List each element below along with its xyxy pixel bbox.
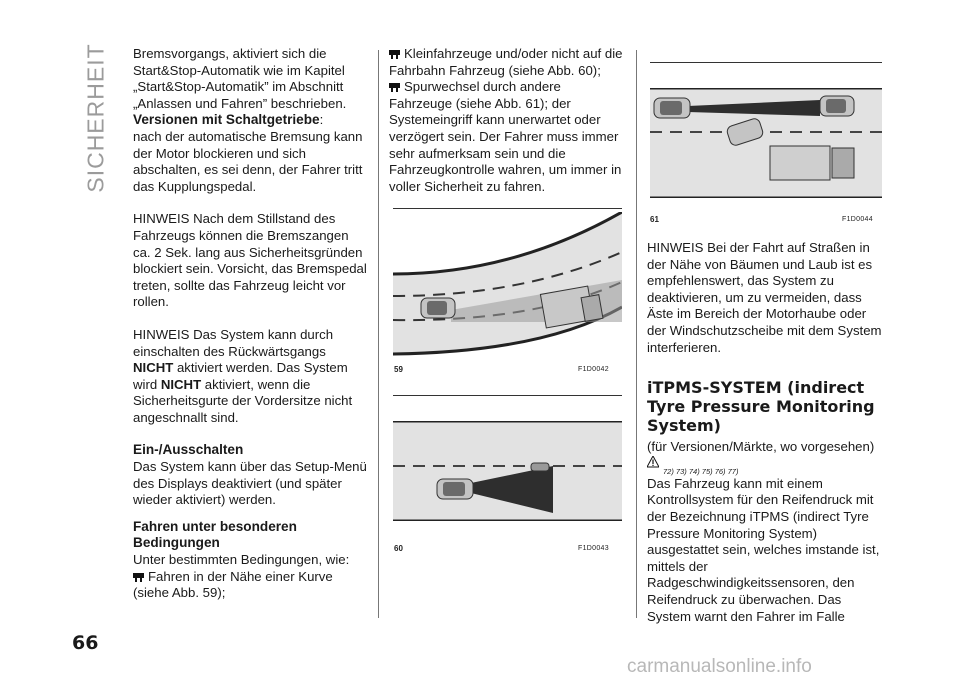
figure-59-curve-illustration [393, 212, 622, 360]
note-paragraph: HINWEIS Bei der Fahrt auf Straßen in der Nähe von Bäumen und Laub ist es empfehlenswert, das System zu deaktivieren, um zu vermeiden, dass Äste im Bereich der Motorhaube oder der Windschutzscheibe mit dem System interferieren. [647, 240, 882, 355]
paragraph: nach der automatische Bremsung kann der Motor blockieren und sich abschalten, es sei denn, der Fahrer tritt das Kupplungspedal. [133, 128, 363, 194]
bullet-icon [389, 50, 400, 59]
heading-special-conditions: Fahren unter besonderen Bedingungen [133, 518, 297, 551]
column-left [133, 46, 369, 602]
figure-code: F1D0044 [842, 216, 873, 223]
figure-61-lane-change-illustration [650, 88, 882, 198]
column-divider [636, 50, 637, 618]
figure-number: 59 [394, 365, 403, 374]
manual-gearbox-paragraph: Versionen mit Schaltgetriebe: [133, 112, 324, 128]
figure-rule [393, 395, 622, 396]
car-icon [654, 98, 690, 118]
warning-references [647, 456, 883, 476]
note-paragraph: HINWEIS Nach dem Stillstand des Fahrzeugs können die Bremszangen ca. 2 Sek. lang aus Sicherheitsgründen blockiert sein. Vorsicht, das Bremspedal treten, sollte das Fahrzeug leicht vor rollen. [133, 211, 367, 310]
figure-code: F1D0042 [578, 366, 609, 373]
paragraph: Bremsvorgangs, aktiviert sich die Start&Stop-Automatik wie im Kapitel „Start&Stop-Automatik” im Abschnitt „Anlassen und Fahren” beschrieben. [133, 46, 347, 111]
warning-icon [647, 456, 659, 468]
column-middle [389, 46, 625, 195]
bullet-item: Kleinfahrzeuge und/oder nicht auf die Fahrbahn Fahrzeug (siehe Abb. 60); [389, 46, 623, 78]
figure-number: 60 [394, 544, 403, 553]
page-number: 66 [72, 632, 99, 654]
bullet-icon [389, 83, 400, 92]
motorcycle-icon [531, 463, 549, 471]
section-tab: SICHERHEIT [82, 43, 109, 193]
figure-60-small-vehicle-illustration [393, 421, 622, 521]
figure-code: F1D0043 [578, 545, 609, 552]
heading-on-off: Ein-/Ausschalten [133, 442, 244, 458]
figure-rule [650, 62, 882, 63]
heading-manual-gearbox: Versionen mit Schaltgetriebe [133, 112, 320, 128]
car-icon [820, 96, 854, 116]
bullet-item: Fahren in der Nähe einer Kurve (siehe Abb. 59); [133, 568, 333, 601]
bullet-icon [133, 573, 144, 582]
truck-icon [770, 146, 854, 180]
paragraph: Das System kann über das Setup-Menü des Displays deaktiviert (und später wieder aktiviert) werden. [133, 459, 367, 508]
car-icon [421, 298, 455, 318]
bullet-item: Spurwechsel durch andere Fahrzeuge (siehe Abb. 61); der Systemeingriff kann unerwartet oder verzögert sein. Der Fahrer muss immer sehr aufmerksam sein und die Fahrzeugkontrolle wahren, um immer in voller Sicherheit zu fahren. [389, 79, 622, 194]
figure-number: 61 [650, 215, 659, 224]
paragraph: Unter bestimmten Bedingungen, wie: [133, 552, 350, 568]
column-divider [378, 50, 379, 618]
watermark: carmanualsonline.info [627, 656, 812, 677]
column-right [647, 240, 883, 625]
section-heading-itpms: iTPMS-SYSTEM (indirect Tyre Pressure Monitoring System) [647, 378, 875, 436]
figure-rule [393, 208, 622, 209]
note-paragraph: HINWEIS Das System kann durch einschalten des Rückwärtsgangs NICHT aktiviert werden. Das System wird NICHT aktiviert, wenn die Sicherheitsgurte der Vordersitze nicht angeschnallt sind. [133, 326, 353, 425]
car-icon [437, 479, 473, 499]
availability-note: (für Versionen/Märkte, wo vorgesehen) [647, 439, 875, 455]
warning-reference-numbers: 72) 73) 74) 75) 76) 77) [663, 466, 739, 476]
paragraph: Das Fahrzeug kann mit einem Kontrollsystem für den Reifendruck mit der Bezeichnung iTPMS (indirect Tyre Pressure Monitoring System) ausgestattet sein, welches imstande ist, mittels der Radgeschwindigkeitssensoren, den Reifendruck zu überwachen. Das System warnt den Fahrer im Falle [647, 475, 880, 624]
